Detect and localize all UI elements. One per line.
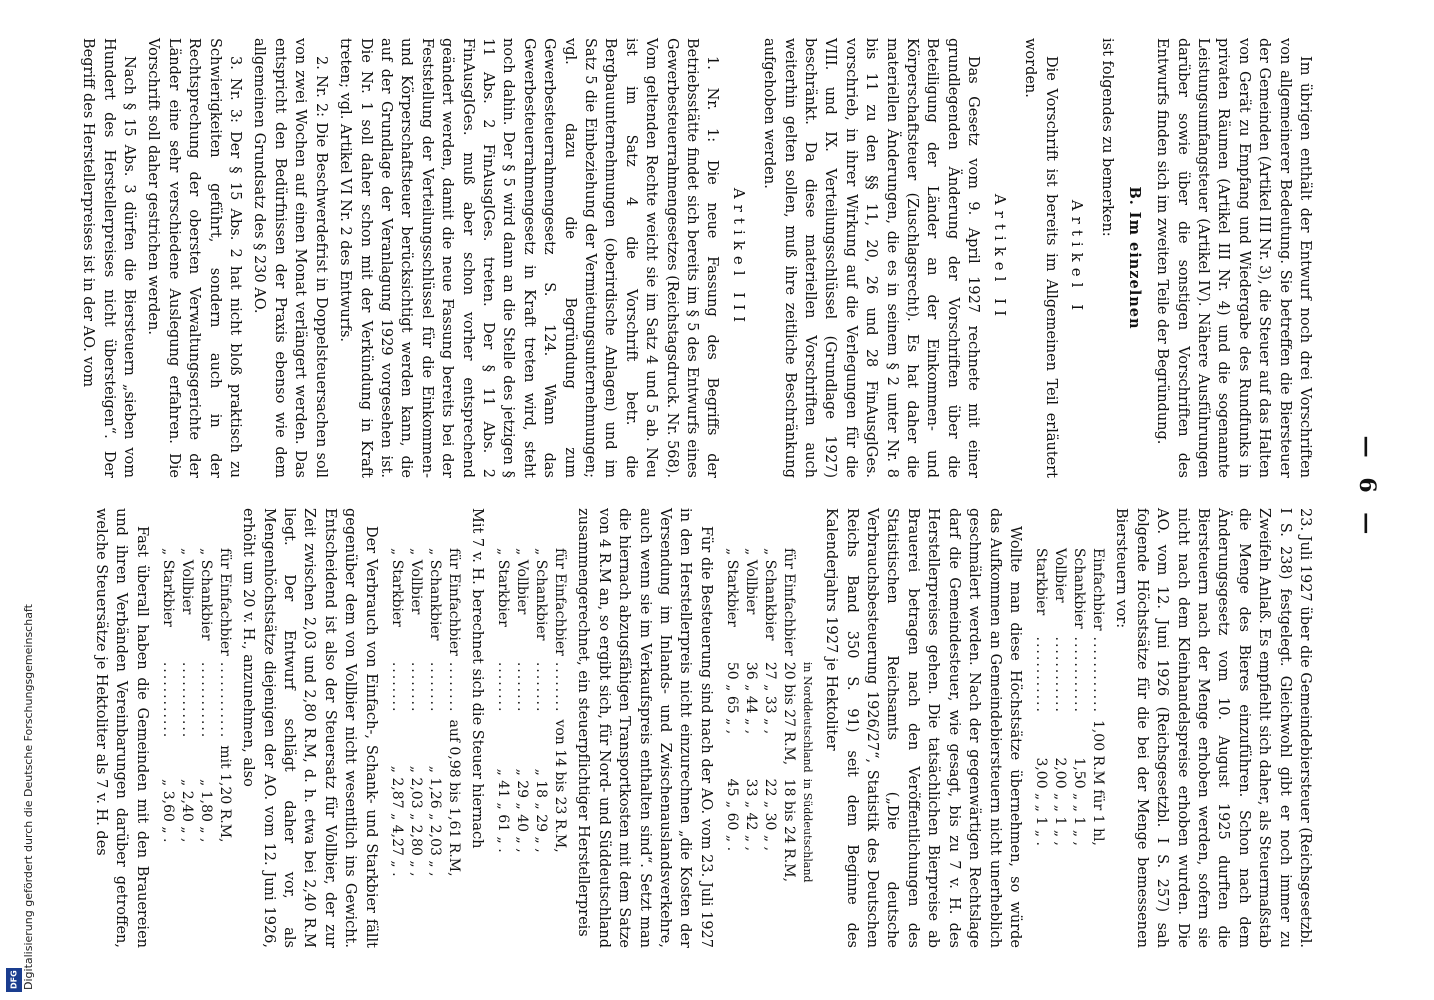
table-cell: 33 „ 42 „ ,: [742, 778, 759, 852]
table-cell: ........: [552, 661, 569, 714]
table-row: [1050, 548, 1069, 852]
table-row: [722, 548, 741, 889]
table-cell: für Einfachbier: [780, 548, 797, 656]
paragraph: Im übrigen enthält der Entwurf noch drei Vorschriften von allgemeinerer Bedeutung. Sie betreffen die Biersteuer der Gemeinden (Artikel III Nr. 3), die Steuer auf das Halten von Gerät zu Empfang und Wiedergabe des Rundfunks in privaten Räumen (Artikel III Nr. 4) und die sogenannte Leistungsumfangsteuer (Artikel IV). Nähere Ausführungen darüber sowie über die sonstigen Vorschriften des Entwurfs finden sich im zweiten Teile der Begründung.: [1154, 38, 1313, 478]
table-cell: Einfachbier: [1089, 548, 1106, 631]
paragraph: Für die Besteuerung sind nach der AO. vom 23. Juli 1927 in den Herstellerpreis nicht einzurechnen „die Kosten der Versendung im Inlands- und Zwischenauslandsverkehre, auch wenn sie im Verkaufspreis enthalten sind“. Setzt man die hiernach abzugsfähigen Transportkosten mit dem Satze von 4 R.M an, so ergibt sich, für Nord- und Süddeutschland zusammengerechnet, ein steuerpflichtiger Herstellerpreis: [575, 508, 714, 948]
table-cell: „ Schankbier: [761, 548, 778, 641]
paragraph: 23. Juli 1927 über die Gemeindebiersteuer (Reichsgesetzbl. I S. 238) festgelegt. Gleichwohl gibt er noch immer zu Zweifeln Anlaß. Es empfiehlt sich daher, als Steuermaßstab die Menge des Bieres einzuführen. Schon nach dem Änderungsgesetz vom 10. August 1925 durften die Biersteuern nach der Menge erhoben werden, sofern sie nicht nach dem Kleinhandelspreise erhoben wurden. Die AO. vom 12. Juni 1926 (Reichsgesetzbl. I S. 257) sah folgende Höchstsätze für die bei der Menge bemessenen Biersteuern vor:: [1113, 508, 1313, 948]
side-margin: [0, 0, 35, 1000]
article-heading: Artikel II: [990, 193, 1009, 323]
table-cell: 1,50 „ „ 1 „ ,: [1070, 757, 1087, 846]
table-cell: 1,00 R.M für 1 hl,: [1089, 719, 1106, 846]
paragraph: Nach § 15 Abs. 3 dürfen die Biersteuern „sieben vom Hundert des Herstellerpreises nicht übersteigen“. Der Begriff des Herstellerpreises ist in der AO. vom: [80, 38, 138, 478]
table-row: [493, 548, 512, 859]
section-heading: B. Im einzelnen: [1125, 186, 1143, 330]
table-row: [741, 548, 760, 889]
table-cell: mit 1,20 R.M,: [216, 745, 233, 843]
table-cell: 20 bis 27 R.M,: [780, 661, 797, 766]
table-row: [779, 548, 798, 889]
table-cell: Starkbier: [1032, 548, 1049, 616]
table-cell: „ Vollbier: [407, 548, 424, 615]
left-column: [74, 38, 1315, 478]
table-row: [798, 548, 817, 889]
table-cell: ........: [388, 661, 405, 714]
document-page: [80, 8, 1400, 968]
table-cell: für Einfachbier: [445, 548, 462, 656]
table-cell: 3,00 „ „ 1 „ .: [1032, 757, 1049, 846]
table-cell: ........: [407, 661, 424, 714]
table-cell: „ 29 „ 40 „ ,: [514, 768, 531, 853]
table-cell: „ 18 „ 29 „ ,: [533, 768, 550, 853]
right-column: [87, 508, 1315, 948]
dfg-logo: DFG: [6, 968, 22, 992]
table-cell: „ 3,60 „ .: [159, 779, 176, 843]
paragraph: Die Vorschrift ist bereits im Allgemeinen Teil erläutert worden.: [1022, 38, 1059, 478]
table-cell: ............: [1070, 636, 1087, 714]
paragraph: Fast überall haben die Gemeinden mit den Brauereien und ihren Verbänden Vereinbarungen darüber getroffen, welche Steuersätze je Hektoliter als 7 v. H. des: [92, 508, 150, 948]
table-cell: „ Schankbier: [197, 548, 214, 641]
table-row: [550, 548, 569, 859]
table-cell: ............: [159, 661, 176, 740]
rates-table-3: [493, 548, 569, 859]
table-cell: „ Starkbier: [723, 548, 740, 627]
table-row: [1031, 548, 1050, 852]
table-row: [1069, 548, 1088, 852]
paragraph: 3. Nr. 3: Der § 15 Abs. 2 hat nicht bloß praktisch zu Schwierigkeiten geführt, sondern auch in der Rechtsprechung der obersten Verwaltungsgerichte der Länder eine sehr verschiedene Auslegung erfahren. Die Vorschrift soll daher gestrichen werden.: [145, 38, 244, 478]
table-cell: Vollbier: [1051, 548, 1068, 603]
table-cell: ............: [1051, 636, 1068, 714]
table-cell: ............: [1089, 636, 1106, 714]
article-heading: Artikel III: [729, 187, 748, 329]
table-row: [444, 548, 463, 883]
paragraph: 2. Nr. 2: Die Beschwerdefrist in Doppelsteuersachen soll von zwei Wochen auf einen Monat verlängert werden. Das entspricht den Bedürfnissen der Praxis ebenso wie dem allgemeinen Grundsatz des § 230 AO.: [251, 38, 329, 478]
table-cell: „ 2,03 „ 2,80 „ ,: [407, 765, 424, 877]
table-cell: für Einfachbier: [552, 548, 569, 656]
table-cell: ........: [426, 661, 443, 714]
table-cell: „ 41 „ 61 „ .: [495, 768, 512, 853]
table-cell: „ Starkbier: [159, 548, 176, 627]
table-cell: 22 „ 30 „ ,: [761, 778, 778, 852]
table-cell: „ Vollbier: [514, 548, 531, 615]
paragraph: ist folgendes zu bemerken:: [1099, 38, 1116, 237]
table-row: [512, 548, 531, 859]
table-cell: 36 „ 44 „ ,: [742, 661, 759, 735]
table-cell: „ 2,87 „ 4,27 „ .: [388, 765, 405, 877]
column-header: in Norddeutschland: [800, 661, 814, 773]
table-cell: von 14 bis 23 R.M,: [552, 719, 569, 853]
paragraph: 1. Nr. 1: Die neue Fassung des Begriffs der Betriebsstätte findet sich bereits im § 5 des Entwurfs eines Gewerbesteuerrahmengesetzes (Reichstagsdruck. Nr. 568). Vom geltenden Rechte weicht sie im Satz 4 und 5 ab. Neu ist im Satz 4 die Vorschrift betr. die Bergbauunternehmungen (oberirdische Anlagen) und im Satz 5 die Einbeziehung der Vermietungsunternehmungen; vgl. dazu die Begründung zum Gewerbesteuerrahmengesetz S. 124. Wann das Gewerbesteuerrahmengesetz in Kraft treten wird, steht noch dahin. Der § 5 wird dann an die Stelle des jetzigen § 11 Abs. 2 FinAusglGes. treten. Der § 11 Abs. 2 FinAusglGes. muß aber schon vorher entsprechend geändert werden, damit die neue Fassung bereits bei der Feststellung der Verteilungsschlüssel für die Einkommen- und Körperschaftsteuer berücksichtigt werden kann, die auf der Grundlage der Veranlagung 1929 vorgesehen ist. Die Nr. 1 soll daher schon mit der Verkündung in Kraft treten; vgl. Artikel VI Nr. 2 des Entwurfs.: [337, 38, 721, 478]
table-cell: ............: [178, 661, 195, 740]
table-cell: ........: [445, 661, 462, 714]
table-cell: 2,00 „ „ 1 „ ,: [1051, 757, 1068, 846]
table-cell: ........: [514, 661, 531, 714]
table-cell: [798, 548, 817, 662]
table-cell: 45 „ 60 „ .: [723, 778, 740, 852]
table-row: [158, 548, 177, 849]
table-cell: ............: [216, 661, 233, 740]
table-cell: ........: [495, 661, 512, 714]
table-cell: ............: [1032, 636, 1049, 714]
table-row: [177, 548, 196, 849]
column-header: in Süddeutschland: [800, 778, 814, 883]
table-row: [760, 548, 779, 889]
paragraph: Mit 7 v. H. berechnet sich die Steuer hiernach: [469, 508, 486, 849]
paragraph: Das Gesetz vom 9. April 1927 rechnete mit einer grundlegenden Änderung der Vorschriften über die Beteiligung der Länder an der Einkommen- und Körperschaftsteuer (Zuschlagsrecht). Es hat daher die materiellen Änderungen, die es in seinem § 2 unter Nr. 8 bis 11 zu den §§ 11, 20, 26 und 28 FinAusglGes. vorschrieb, in ihrer Wirkung auf die Verlegungen für die VIII. und IX. Verteilungsschlüssel (Grundlage 1927) beschränkt. Da diese materiellen Vorschriften auch weiterhin gelten sollen, muß ihre zeitliche Beschränkung aufgehoben werden.: [761, 38, 982, 478]
rates-table-5: [158, 548, 234, 849]
table-cell: Schankbier: [1070, 548, 1087, 629]
table-cell: ........: [533, 661, 550, 714]
table-cell: „ Vollbier: [178, 548, 195, 615]
paragraph: Wollte man diese Höchstsätze übernehmen, so würde das Aufkommen an Gemeindebiersteuern nicht unerheblich geschmälert werden. Nach der gegenwärtigen Rechtslage darf die Gemeindesteuer, wie gesagt, bis zu 7 v. H. des Herstellerpreises gehen. Die tatsächlichen Bierpreise ab Brauerei betragen nach den Veröffentlichungen des Statistischen Reichsamts („Die deutsche Verbrauchsbesteuerung 1926/27“, Statistik des Deutschen Reichs Band 350 S. 91) seit dem Beginne des Kalenderjahrs 1927 je Hektoliter: [823, 508, 1023, 948]
rates-table-1: [1031, 548, 1107, 852]
table-row: [531, 548, 550, 859]
table-cell: „ 1,80 „ ,: [197, 779, 214, 843]
table-cell: „ 1,26 „ 2,03 „ ,: [426, 765, 443, 877]
paragraph: Der Verbrauch von Einfach-, Schank- und Starkbier fällt gegenüber dem von Vollbier nicht wesentlich ins Gewicht. Entscheidend ist also der Steuersatz für Vollbier, der zur Zeit zwischen 2,03 und 2,80 R.M, d. h. etwa bei 2,40 R.M liegt. Der Entwurf schlägt daher vor, als Mengenhöchstsätze diejenigen der AO. vom 12. Juni 1926, erhöht um 20 v. H., anzunehmen, also: [240, 508, 379, 948]
table-cell: „ 2,40 „ ,: [178, 779, 195, 843]
table-cell: „ Schankbier: [533, 548, 550, 641]
page-number: — 6 —: [1354, 435, 1380, 541]
table-row: [196, 548, 215, 849]
table-cell: 50 „ 65 „ ,: [723, 661, 740, 735]
rates-table-4: [387, 548, 463, 883]
table-cell: 18 bis 24 R.M,: [780, 778, 797, 883]
table-cell: „ Vollbier: [742, 548, 759, 615]
table-row: [1088, 548, 1107, 852]
funding-note: Digitalisierung gefördert durch die Deutsche Forschungsgemeinschaft: [22, 604, 35, 990]
table-row: [215, 548, 234, 849]
table-cell: für Einfachbier: [216, 548, 233, 656]
table-row: [387, 548, 406, 883]
table-row: [425, 548, 444, 883]
table-cell: ............: [197, 661, 214, 740]
table-cell: „ Schankbier: [426, 548, 443, 641]
table-cell: „ Starkbier: [388, 548, 405, 627]
table-cell: 27 „ 33 „ ,: [761, 661, 778, 735]
article-heading: Artikel I: [1067, 199, 1086, 317]
table-row: [406, 548, 425, 883]
rates-table-2: [722, 548, 817, 889]
table-cell: „ Starkbier: [495, 548, 512, 627]
table-cell: auf 0,98 bis 1,61 R.M,: [445, 719, 462, 877]
